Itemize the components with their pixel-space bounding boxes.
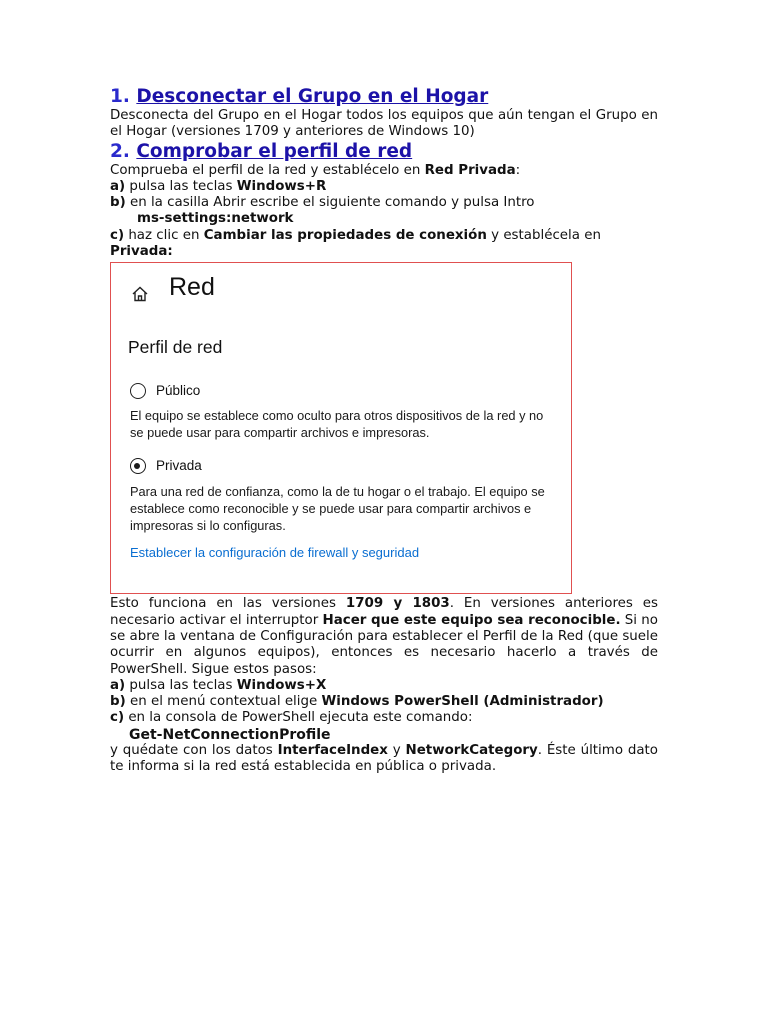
command-get-netconnectionprofile: Get-NetConnectionProfile [129, 726, 331, 743]
settings-title: Red [169, 273, 215, 302]
public-radio[interactable] [130, 383, 146, 399]
step-c: c) haz clic en Cambiar las propiedades de conexión y establécela en Privada: [110, 227, 601, 260]
network-profile-subtitle: Perfil de red [128, 337, 223, 358]
section-2-title-link[interactable]: Comprobar el perfil de red [136, 140, 413, 162]
home-icon [131, 285, 149, 303]
public-description: El equipo se establece como oculto para otros dispositivos de la red y no se puede usar para compartir archivos e impresoras. [130, 408, 544, 441]
section-1-title-link[interactable]: Desconectar el Grupo en el Hogar [136, 86, 489, 107]
command-ms-settings: ms-settings:network [137, 211, 294, 227]
private-label: Privada [156, 458, 202, 474]
section-1-heading [110, 86, 658, 108]
step-b: b) en la casilla Abrir escribe el siguiente comando y pulsa Intro [110, 195, 535, 211]
ps-step-c: c) en la consola de PowerShell ejecuta este comando: [110, 710, 473, 726]
versions-paragraph: Esto funciona en las versiones 1709 y 1803. En versiones anteriores es necesario activar el interruptor Hacer que este equipo sea reconocible. Si no se abre la ventana de Configuración para establecer el Perfil de la Red (que suele ocurrir en algunos equipos), entonces es necesario hacerlo a través de PowerShell. Sigue estos pasos: [110, 596, 658, 677]
section-1-text: Desconecta del Grupo en el Hogar todos los equipos que aún tengan el Grupo en el Hogar (versiones 1709 y anteriores de Windows 10) [110, 108, 658, 140]
step-a: a) pulsa las teclas Windows+R [110, 178, 327, 194]
private-radio[interactable] [130, 458, 146, 474]
public-label: Público [156, 383, 201, 399]
section-2-intro: Comprueba el perfil de la red y establécelo en Red Privada: [110, 162, 521, 178]
document-body [110, 86, 658, 776]
firewall-settings-link[interactable]: Establecer la configuración de firewall y seguridad [130, 545, 420, 561]
ps-step-b: b) en el menú contextual elige Windows PowerShell (Administrador) [110, 694, 604, 710]
network-settings-screenshot [110, 262, 572, 594]
section-1-number: 1. [110, 86, 130, 107]
section-2-heading [110, 141, 658, 163]
final-paragraph: y quédate con los datos InterfaceIndex y NetworkCategory. Éste último dato te informa si la red está establecida en pública o privada. [110, 743, 659, 775]
ps-step-a: a) pulsa las teclas Windows+X [110, 677, 327, 693]
private-description: Para una red de confianza, como la de tu hogar o el trabajo. El equipo se establece como reconocible y se puede usar para compartir archivos e impresoras si lo configuras. [130, 484, 545, 534]
section-2-number: 2. [110, 140, 130, 162]
